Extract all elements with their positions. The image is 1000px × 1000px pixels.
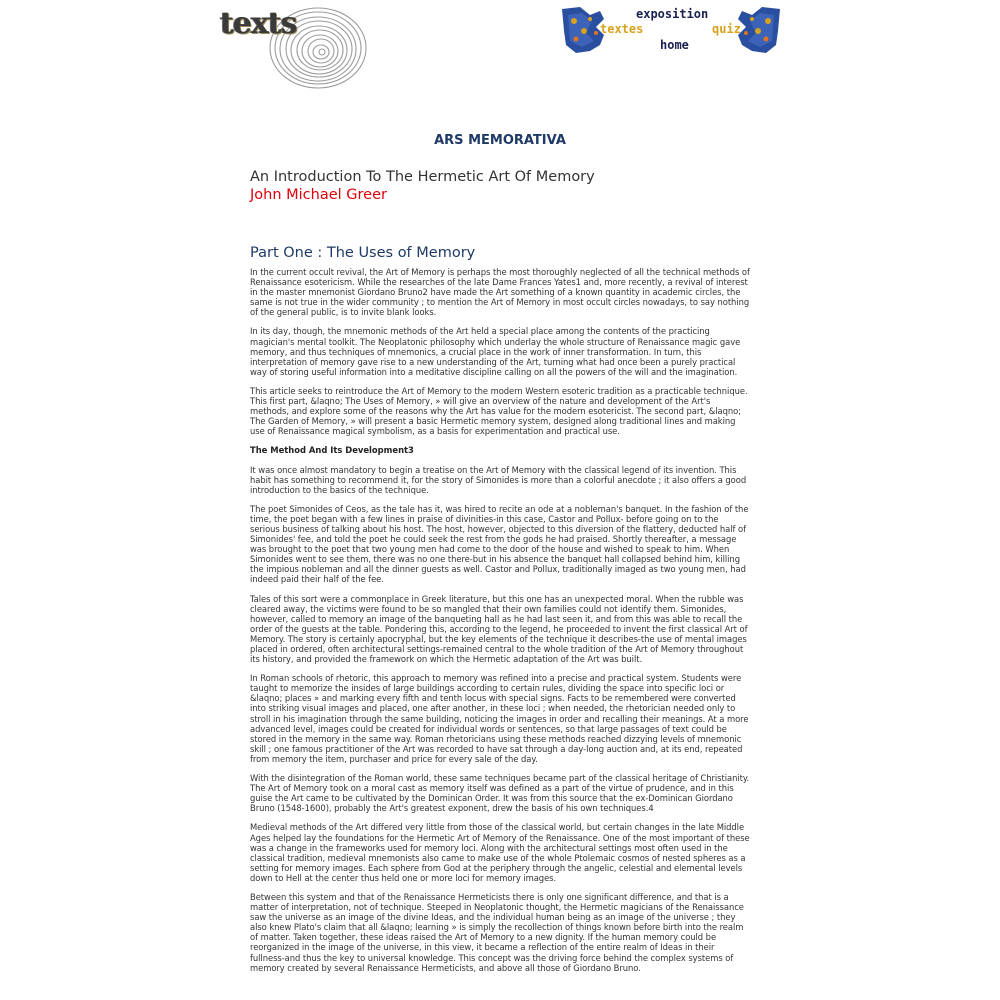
nav-link-quiz[interactable]: quiz	[712, 22, 741, 36]
nav-banner	[560, 5, 782, 55]
nav-link-exposition[interactable]: exposition	[636, 7, 709, 21]
section-heading: Part One : The Uses of Memory	[250, 245, 476, 261]
article-subtitle: An Introduction To The Hermetic Art Of Memory	[250, 169, 595, 185]
paragraph: The poet Simonides of Ceos, as the tale has it, was hired to recite an ode at a nobleman's banquet. In the fashion of the time, the poet began with a few lines in praise of divinities-in this case, Castor and Pollux- before going on to the serious business of talking about his host. The host, however, objected to this diversion of the flattery, deducted half of Simonides' fee, and told the poet he could seek the rest from the gods he had praised. Shortly thereafter, a message was brought to the poet that two young men had come to the door of the house and wished to speak to him. When Simonides went to see them, there was no one there-but in his absence the banquet hall collapsed behind him, killing the impious nobleman and all the dinner guests as well. Castor and Pollux, traditionally imaged as two young men, had indeed paid their half of the fee.	[250, 503, 749, 585]
nav-link-textes[interactable]: textes	[600, 22, 644, 36]
logo-text: texts	[220, 6, 297, 41]
paragraph: It was once almost mandatory to begin a treatise on the Art of Memory with the classical legend of its invention. This habit has something to recommend it, for the story of Simonides is more than a colorful anecdote ; it also offers a good introduction to the basics of the technique.	[250, 464, 747, 495]
right-hand-icon	[738, 7, 780, 53]
left-hand-icon	[562, 7, 604, 53]
nav-link-home[interactable]: home	[660, 38, 689, 52]
texts-logo[interactable]	[218, 4, 370, 90]
article	[250, 133, 750, 982]
paragraph: Between this system and that of the Renaissance Hermeticists there is only one significant difference, and that is a matter of interpretation, not of technique. Steeped in Neoplatonic thought, the Hermetic magicians of the Renaissance saw the universe as an image of the divine Ideas, and the individual human being as an image of the universe ; they also knew Plato's claim that all &laqno; learning » is simply the recollection of things known before birth into the realm of matter. Taken together, these ideas raised the Art of Memory to a new dignity. If the human memory could be reorganized in the image of the universe, in this view, it became a reflection of the entire realm of Ideas in their fullness-and thus the key to universal knowledge. This concept was the driving force behind the complex systems of memory created by several Renaissance Hermeticists, and above all those of Giordano Bruno.	[250, 891, 744, 973]
paragraph: Medieval methods of the Art differed very little from those of the classical world, but certain changes in the late Middle Ages helped lay the foundations for the Hermetic Art of Memory of the Renaissance. One of the most important of these was a change in the frameworks used for memory loci. Along with the architectural settings most often used in the classical tradition, medieval mnemonists also came to make use of the whole Ptolemaic cosmos of nested spheres as a setting for memory images. Each sphere from God at the periphery through the angelic, celestial and elemental levels down to Hell at the center thus held one or more loci for memory images.	[250, 822, 750, 883]
paragraph: In the current occult revival, the Art of Memory is perhaps the most thoroughly neglected of all the technical methods of Renaissance esotericism. While the researches of the late Dame Frances Yates1 and, more recently, a revival of interest in the master mnemonist Giordano Bruno2 have made the Art something of a known quantity in academic circles, the same is not true in the wider community ; to mention the Art of Memory in most occult circles nowadays, to say nothing of the general public, is to invite blank looks.	[250, 267, 750, 318]
subsection-heading: The Method And Its Development3	[250, 445, 414, 456]
page-title: ARS MEMORATIVA	[434, 133, 566, 148]
paragraph: In its day, though, the mnemonic methods of the Art held a special place among the contents of the practicing magician's mental toolkit. The Neoplatonic philosophy which underlay the whole structure of Renaissance magic gave memory, and thus techniques of mnemonics, a crucial place in the work of inner transformation. In turn, this interpretation of memory gave rise to a new understanding of the Art, turning what had once been a purely practical way of storing useful information into a meditative discipline calling on all the powers of the will and the imagination.	[250, 326, 741, 377]
paragraph: In Roman schools of rhetoric, this approach to memory was refined into a precise and practical system. Students were taught to memorize the insides of large buildings according to certain rules, dividing the space into specific loci or &laqno; places » and marking every fifth and tenth locus with special signs. Facts to be remembered were converted into striking visual images and placed, one after another, in these loci ; when needed, the rhetorician needed only to stroll in his imagination through the same building, noticing the images in order and recalling their meanings. At a more advanced level, images could be created for individual words or sentences, so that large passages of text could be stored in the memory in the same way. Roman rhetoricians using these methods reached dizzying levels of mnemonic skill ; one famous practitioner of the Art was recorded to have sat through a day-long auction and, at its end, repeated from memory the item, purchaser and price for every sale of the day.	[250, 673, 749, 764]
paragraph: This article seeks to reintroduce the Art of Memory to the modern Western esoteric tradition as a practicable technique. This first part, &laqno; The Uses of Memory, » will give an overview of the nature and development of the Art's methods, and explore some of the reasons why the Art has value for the modern esotericist. The second part, &laqno; The Garden of Memory, » will present a basic Hermetic memory system, designed along traditional lines and making use of Renaissance magical symbolism, as a basis for experimentation and practical use.	[250, 385, 748, 437]
author-name: John Michael Greer	[250, 187, 387, 203]
paragraph: With the disintegration of the Roman world, these same techniques became part of the classical heritage of Christianity. The Art of Memory took on a moral cast as memory itself was defined as a part of the virtue of prudence, and in this guise the Art came to be cultivated by the Dominican Order. It was from this source that the ex-Dominican Giordano Bruno (1548-1600), probably the Art's greatest exponent, drew the basis of his own techniques.4	[250, 773, 750, 814]
paragraph: Tales of this sort were a commonplace in Greek literature, but this one has an unexpected moral. When the rubble was cleared away, the victims were found to be so mangled that their own families could not identify them. Simonides, however, called to memory an image of the banqueting hall as he had last seen it, and from this was able to recall the order of the guests at the table. Pondering this, according to the legend, he proceeded to invent the first classical Art of Memory. The story is certainly apocryphal, but the key elements of the technique it describes-the use of mental images placed in ordered, often architectural settings-remained central to the whole tradition of the Art of Memory throughout its history, and provided the framework on which the Hermetic adaptation of the Art was built.	[250, 593, 748, 665]
